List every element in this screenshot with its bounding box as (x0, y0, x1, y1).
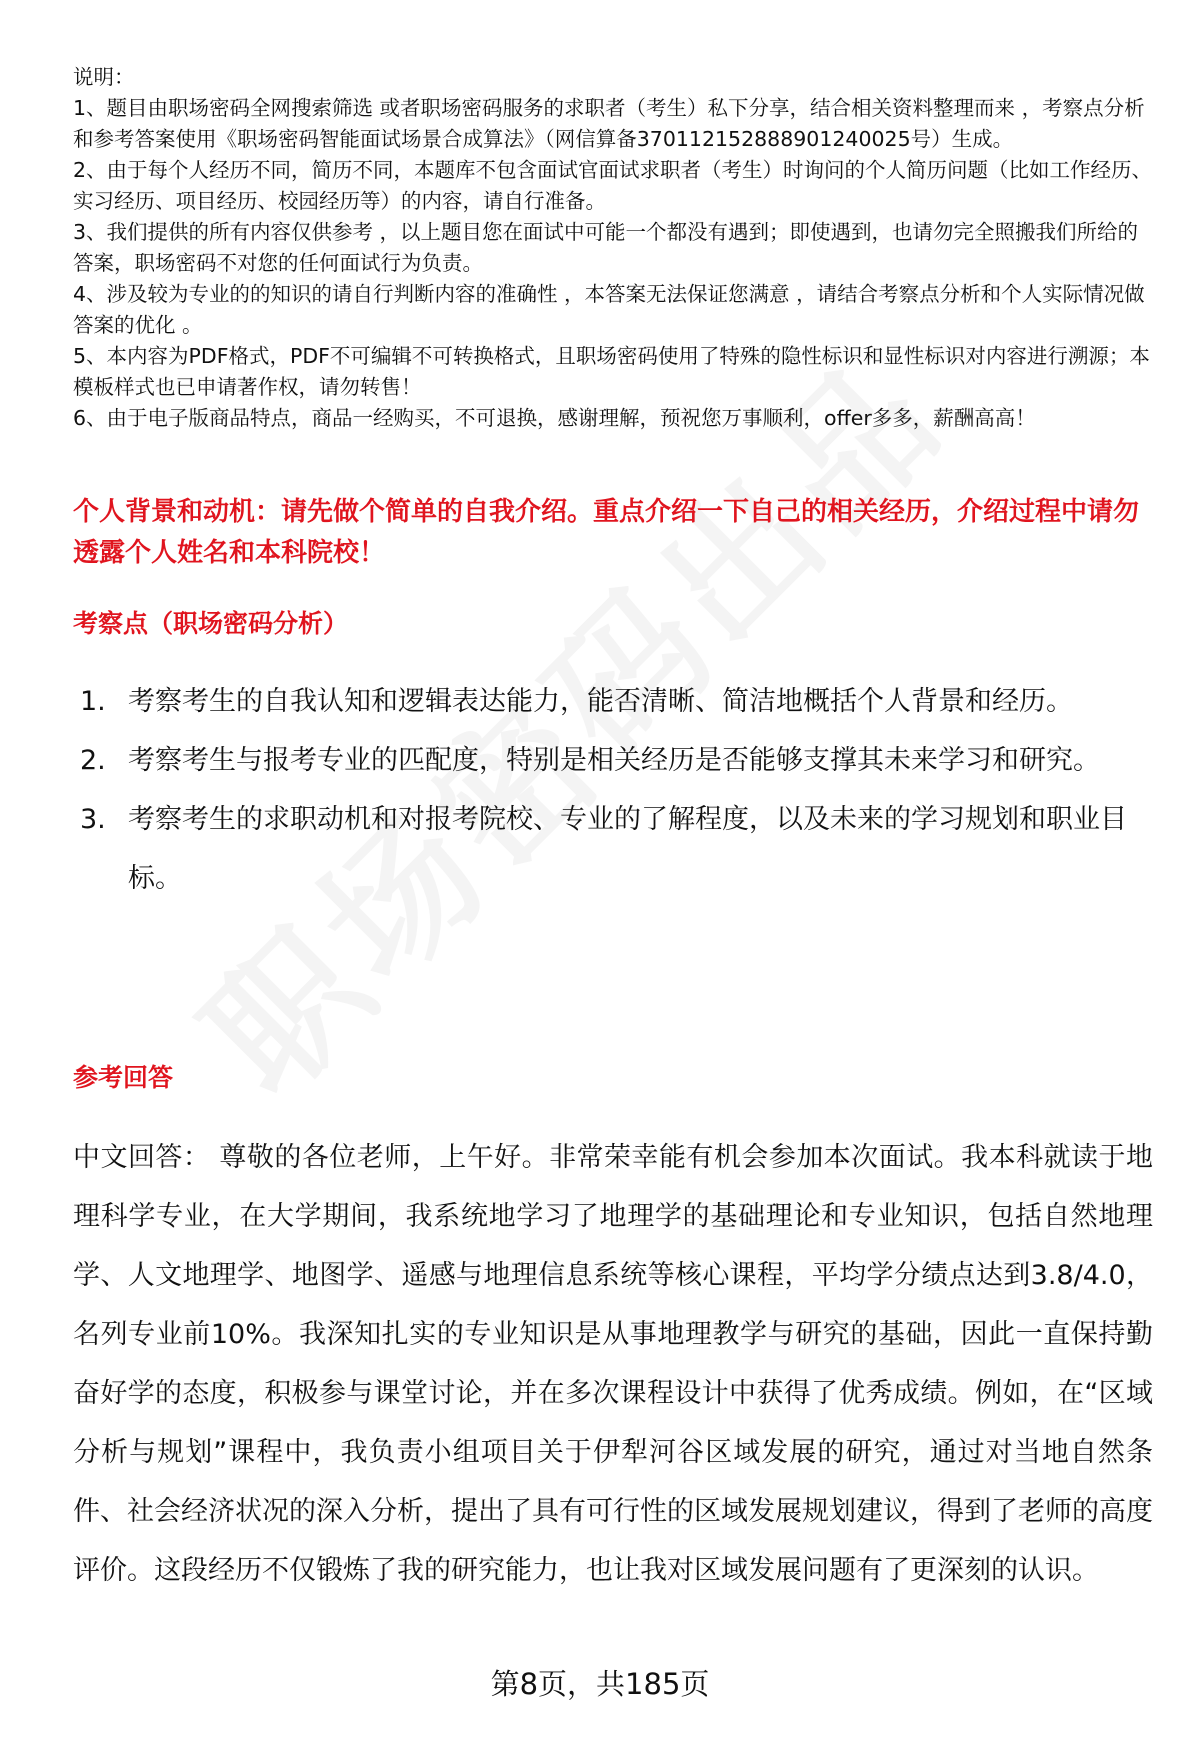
notes-title: 说明： (73, 65, 135, 89)
answer-heading: 参考回答 (73, 1063, 174, 1092)
note-item: 2、由于每个人经历不同，简历不同，本题库不包含面试官面试求职者（考生）时询问的个人简历问题（比如工作经历、实习经历、项目经历、校园经历等）的内容，请自行准备。 (73, 158, 1153, 213)
page-number: 第8页，共185页 (490, 1667, 710, 1701)
list-item (80, 731, 1145, 790)
list-item (80, 672, 1145, 731)
list-item (80, 790, 1145, 908)
note-item: 3、我们提供的所有内容仅供参考 ，以上题目您在面试中可能一个都没有遇到；即使遇到，也请勿完全照搬我们所给的答案，职场密码不对您的任何面试行为负责。 (73, 220, 1139, 275)
analysis-heading: 考察点（职场密码分析） (73, 609, 349, 638)
list-text: 考察考生的自我认知和逻辑表达能力，能否清晰、简洁地概括个人背景和经历。 (128, 686, 1073, 717)
question-title: 个人背景和动机：请先做个简单的自我介绍。重点介绍一下自己的相关经历，介绍过程中请勿透露个人姓名和本科院校！ (73, 497, 1140, 568)
list-number: 3. (80, 804, 106, 835)
list-text: 考察考生的求职动机和对报考院校、专业的了解程度，以及未来的学习规划和职业目标。 (128, 804, 1127, 894)
note-item: 5、本内容为PDF格式，PDF不可编辑不可转换格式，且职场密码使用了特殊的隐性标识和显性标识对内容进行溯源；本模板样式也已申请著作权，请勿转售！ (73, 344, 1150, 399)
list-number: 2. (80, 745, 106, 776)
note-item: 1、题目由职场密码全网搜索筛选 或者职场密码服务的求职者（考生）私下分享，结合相关资料整理而来 ，考察点分析和参考答案使用《职场密码智能面试场景合成算法》（网信算备370112152888901240025号）生成。 (73, 96, 1145, 151)
answer-text: 中文回答： 尊敬的各位老师，上午好。非常荣幸能有机会参加本次面试。我本科就读于地理科学专业，在大学期间，我系统地学习了地理学的基础理论和专业知识，包括自然地理学、人文地理学、地图学、遥感与地理信息系统等核心课程，平均学分绩点达到3.8/4.0，名列专业前10%。我深知扎实的专业知识是从事地理教学与研究的基础，因此一直保持勤奋好学的态度，积极参与课堂讨论，并在多次课程设计中获得了优秀成绩。例如，在“区域分析与规划”课程中，我负责小组项目关于伊犁河谷区域发展的研究，通过对当地自然条件、社会经济状况的深入分析，提出了具有可行性的区域发展规划建议，得到了老师的高度评价。这段经历不仅锻炼了我的研究能力，也让我对区域发展问题有了更深刻的认识。 (73, 1142, 1153, 1586)
note-item: 6、由于电子版商品特点，商品一经购买，不可退换，感谢理解，预祝您万事顺利，offer多多，薪酬高高！ (73, 406, 1036, 430)
list-number: 1. (80, 686, 106, 717)
analysis-list (80, 672, 1145, 908)
note-item: 4、涉及较为专业的的知识的请自行判断内容的准确性 ，本答案无法保证您满意 ，请结合考察点分析和个人实际情况做答案的优化 。 (73, 282, 1145, 337)
list-text: 考察考生与报考专业的匹配度，特别是相关经历是否能够支撑其未来学习和研究。 (128, 745, 1100, 776)
notes-section (73, 62, 1153, 434)
